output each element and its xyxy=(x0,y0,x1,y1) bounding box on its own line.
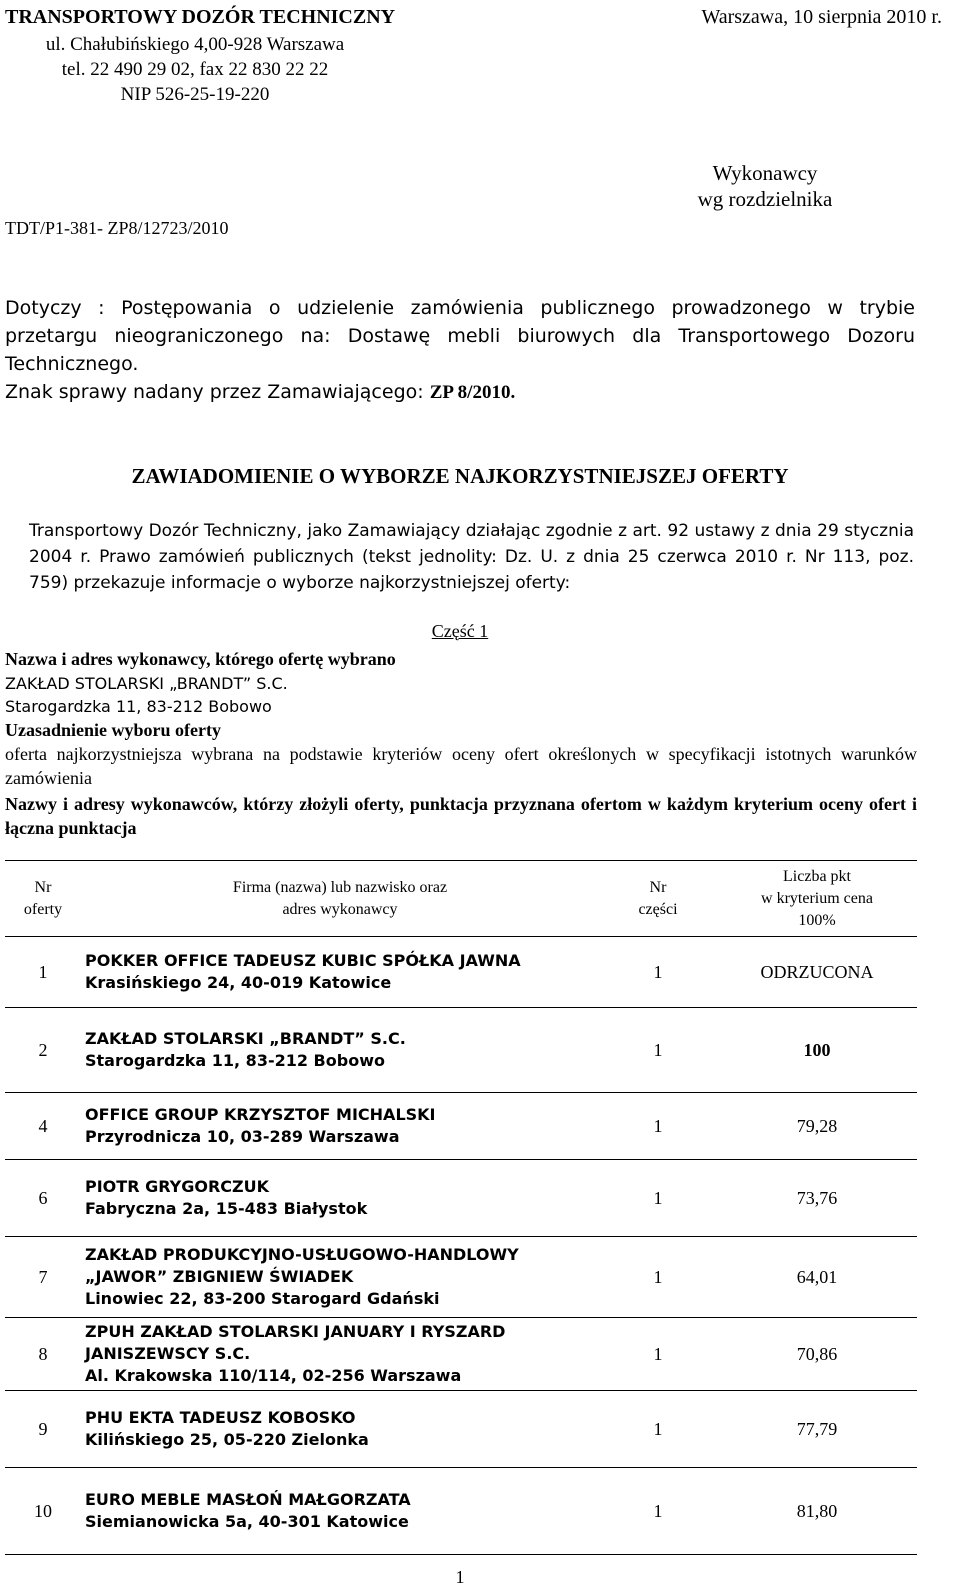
header-firm xyxy=(81,861,599,937)
table-row xyxy=(5,1237,917,1318)
part-number: 1 xyxy=(599,1008,717,1093)
organization-name: TRANSPORTOWY DOZÓR TECHNICZNY xyxy=(5,6,396,28)
case-number-line xyxy=(5,378,915,407)
firm-address: Al. Krakowska 110/114, 02-256 Warszawa xyxy=(85,1366,462,1385)
firm-name: PHU EKTA TADEUSZ KOBOSKO xyxy=(85,1408,356,1427)
organization-phone-fax: tel. 22 490 29 02, fax 22 830 22 22 xyxy=(61,59,329,80)
table-row xyxy=(5,1468,917,1555)
recipients-line: Wykonawcy xyxy=(712,161,818,185)
subject-block xyxy=(5,294,915,407)
header-text: Firma (nazwa) lub nazwisko oraz xyxy=(232,878,448,896)
header-text: w kryterium cena xyxy=(761,889,873,907)
header-text: 100% xyxy=(798,911,836,929)
firm-address: Fabryczna 2a, 15-483 Białystok xyxy=(85,1199,368,1218)
offer-number: 6 xyxy=(5,1160,81,1237)
part-label: Część 1 xyxy=(431,621,489,641)
organization-nip: NIP 526-25-19-220 xyxy=(120,84,270,105)
points: 70,86 xyxy=(717,1318,917,1391)
firm-address: Siemianowicka 5a, 40-301 Katowice xyxy=(85,1512,409,1531)
firm-address: Starogardzka 11, 83-212 Bobowo xyxy=(85,1051,385,1070)
firm-cell xyxy=(81,1237,599,1318)
part-number: 1 xyxy=(599,1468,717,1555)
firm-address: Linowiec 22, 83-200 Starogard Gdański xyxy=(85,1289,440,1308)
page-number: 1 xyxy=(455,1567,465,1587)
points: 81,80 xyxy=(717,1468,917,1555)
firm-address: Kilińskiego 25, 05-220 Zielonka xyxy=(85,1430,369,1449)
firm-name: EURO MEBLE MASŁOŃ MAŁGORZATA xyxy=(85,1490,411,1509)
organization-address: ul. Chałubińskiego 4,00-928 Warszawa xyxy=(45,34,345,55)
header-points xyxy=(717,861,917,937)
recipients-line: wg rozdzielnika xyxy=(697,187,833,211)
part-number: 1 xyxy=(599,1237,717,1318)
header-text: części xyxy=(638,900,678,918)
table-row xyxy=(5,1093,917,1160)
firm-name: POKKER OFFICE TADEUSZ KUBIC SPÓŁKA JAWNA xyxy=(85,951,521,970)
winner-heading: Nazwa i adres wykonawcy, którego ofertę wybrano xyxy=(5,649,396,669)
firm-cell xyxy=(81,1160,599,1237)
firm-cell xyxy=(81,1318,599,1391)
points: 100 xyxy=(717,1008,917,1093)
part-number: 1 xyxy=(599,1391,717,1468)
firm-address: Krasińskiego 24, 40-019 Katowice xyxy=(85,973,392,992)
firm-name: PIOTR GRYGORCZUK xyxy=(85,1177,270,1196)
offer-number: 9 xyxy=(5,1391,81,1468)
firm-cell xyxy=(81,1008,599,1093)
subject-text: Dotyczy : Postępowania o udzielenie zamówienia publicznego prowadzonego w trybie przetargu nieograniczonego na: Dostawę mebli biurowych dla Transportowego Dozoru Technicznego. xyxy=(5,297,915,375)
header-offer-number xyxy=(5,861,81,937)
firm-address: Przyrodnicza 10, 03-289 Warszawa xyxy=(85,1127,400,1146)
table-row xyxy=(5,1160,917,1237)
offer-number: 10 xyxy=(5,1468,81,1555)
points: ODRZUCONA xyxy=(717,937,917,1008)
recipients-block xyxy=(640,160,890,212)
points: 73,76 xyxy=(717,1160,917,1237)
table-row xyxy=(5,937,917,1008)
case-label: Znak sprawy nadany przez Zamawiającego: xyxy=(5,381,430,403)
firm-cell xyxy=(81,1093,599,1160)
header-text: adres wykonawcy xyxy=(282,900,398,918)
points: 77,79 xyxy=(717,1391,917,1468)
header-text: oferty xyxy=(23,900,63,918)
reference-number: TDT/P1-381- ZP8/12723/2010 xyxy=(5,218,229,238)
notice-heading: ZAWIADOMIENIE O WYBORZE NAJKORZYSTNIEJSZEJ OFERTY xyxy=(131,464,789,488)
table-row xyxy=(5,1318,917,1391)
offer-number: 4 xyxy=(5,1093,81,1160)
points: 64,01 xyxy=(717,1237,917,1318)
part-number: 1 xyxy=(599,1318,717,1391)
header-text: Nr xyxy=(649,878,667,896)
part-number: 1 xyxy=(599,937,717,1008)
part-number: 1 xyxy=(599,1160,717,1237)
header-part-number xyxy=(599,861,717,937)
justification-text: oferta najkorzystniejsza wybrana na podstawie kryteriów oceny ofert określonych w specyfikacji istotnych warunków zamówienia xyxy=(5,744,917,788)
document-date: Warszawa, 10 sierpnia 2010 r. xyxy=(701,6,942,28)
justification-heading: Uzasadnienie wyboru oferty xyxy=(5,720,221,740)
case-number: ZP 8/2010. xyxy=(429,382,516,403)
offers-heading: Nazwy i adresy wykonawców, którzy złożyli oferty, punktacja przyznana ofertom w każdym kryterium oceny ofert i łączna punktacja xyxy=(5,794,917,838)
firm-cell xyxy=(81,1391,599,1468)
offer-number: 7 xyxy=(5,1237,81,1318)
notice-intro: Transportowy Dozór Techniczny, jako Zamawiający działając zgodnie z art. 92 ustawy z dnia 29 stycznia 2004 r. Prawo zamówień publicznych (tekst jednolity: Dz. U. z dnia 25 czerwca 2010 r. Nr 113, poz. 759) przekazuje informacje o wyborze najkorzystniejszej oferty: xyxy=(29,521,914,593)
firm-name: ZPUH ZAKŁAD STOLARSKI JANUARY I RYSZARD xyxy=(85,1322,506,1341)
table-header-row xyxy=(5,861,917,937)
part-number: 1 xyxy=(599,1093,717,1160)
firm-name: ZAKŁAD STOLARSKI „BRANDT” S.C. xyxy=(85,1029,406,1048)
firm-name: ZAKŁAD PRODUKCYJNO-USŁUGOWO-HANDLOWY xyxy=(85,1245,519,1264)
winner-name: ZAKŁAD STOLARSKI „BRANDT” S.C. xyxy=(5,674,288,693)
offer-number: 8 xyxy=(5,1318,81,1391)
table-row xyxy=(5,1391,917,1468)
firm-name-continued: JANISZEWSCY S.C. xyxy=(85,1344,251,1363)
winner-address: Starogardzka 11, 83-212 Bobowo xyxy=(5,697,272,716)
firm-name-continued: „JAWOR” ZBIGNIEW ŚWIADEK xyxy=(85,1267,354,1286)
points: 79,28 xyxy=(717,1093,917,1160)
table-row xyxy=(5,1008,917,1093)
offers-table xyxy=(5,860,917,1555)
firm-name: OFFICE GROUP KRZYSZTOF MICHALSKI xyxy=(85,1105,436,1124)
offer-number: 1 xyxy=(5,937,81,1008)
offer-number: 2 xyxy=(5,1008,81,1093)
firm-cell xyxy=(81,1468,599,1555)
firm-cell xyxy=(81,937,599,1008)
header-text: Nr xyxy=(34,878,52,896)
header-text: Liczba pkt xyxy=(783,867,851,885)
